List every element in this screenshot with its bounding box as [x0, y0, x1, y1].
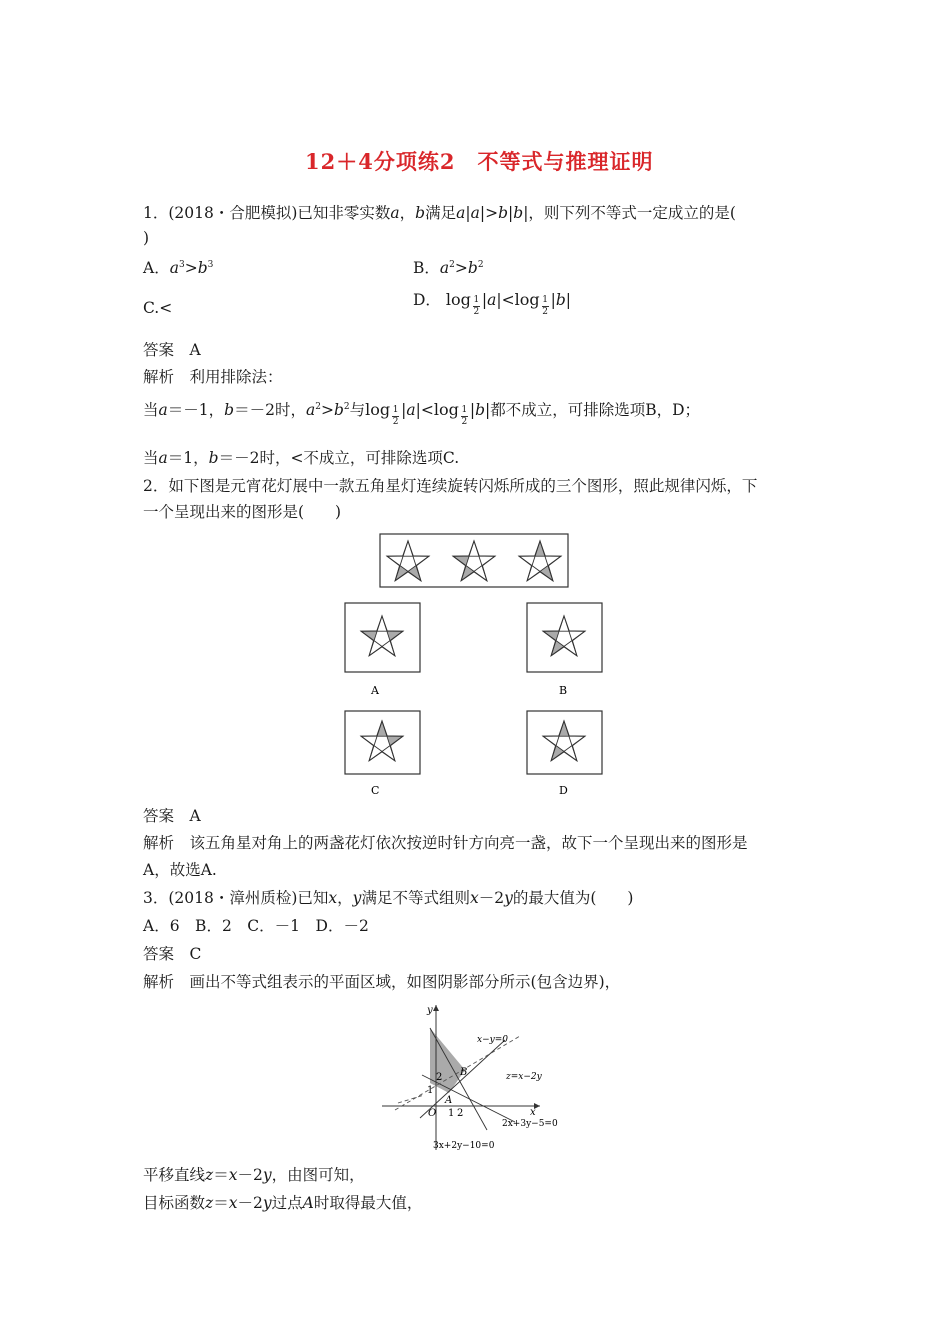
page-title: 12＋4分项练2 不等式与推理证明 [305, 149, 654, 174]
sequence-star-2 [453, 541, 495, 581]
q2-analysis-line1: 解析 该五角星对角上的两盏花灯依次按逆时针方向亮一盏，故下一个呈现出来的图形是 [143, 834, 748, 852]
q2-answer: 答案 A [143, 807, 201, 825]
option-b-star [543, 616, 585, 656]
q3-answer: 答案 C [143, 945, 202, 963]
q3-after-line1: 平移直线z＝x－2y，由图可知， [143, 1166, 365, 1184]
q3-after-line2: 目标函数z＝x－2y过点A时取得最大值， [143, 1194, 423, 1212]
q3-options: A．6 B．2 C．－1 D．－2 [143, 917, 369, 935]
option-c-box [345, 711, 420, 774]
q2-stem-line2: 一个呈现出来的图形是( ) [143, 503, 342, 521]
line1-label: x−y=0 [477, 1035, 508, 1045]
x-tick-1: 1 [448, 1108, 455, 1119]
option-b-box [527, 603, 602, 672]
q1-stem-close: ) [143, 229, 150, 247]
sequence-star-1 [387, 541, 429, 581]
option-d-star [543, 721, 585, 761]
q1-option-a: A．$a^3>b^3$ [143, 259, 214, 277]
x-tick-2: 2 [457, 1108, 464, 1119]
q1-analysis: 解析 利用排除法： [143, 368, 283, 386]
star-figures [340, 530, 610, 805]
y-tick-2: 2 [436, 1072, 443, 1083]
x-axis-label: x [530, 1107, 536, 1118]
q1-option-d: D． log $\frac{1}{2}$ |a|<log $\frac{1}{2}$ |b| [413, 290, 571, 317]
line4-label: 3x+2y−10=0 [433, 1141, 495, 1151]
y-tick-1: 1 [427, 1085, 434, 1096]
option-a-label: A [371, 684, 379, 697]
line3-label: 2x+3y−5=0 [502, 1119, 558, 1129]
option-c-label: C [371, 784, 380, 797]
line-z-dashed [395, 1036, 520, 1110]
q1-analysis-line1: 当a＝－1，b＝－2时，$a^2>b^2$与log $\frac{1}{2}$ |a|<log $\frac{1}{2}$ |b|都不成立，可排除选项B，D； [143, 400, 701, 427]
q3-stem: 3．(2018・漳州质检)已知x，y满足不等式组则x－2y的最大值为( ) [143, 889, 634, 907]
origin-label: O [428, 1108, 437, 1119]
option-a-box [345, 603, 420, 672]
q2-stem-line1: 2．如下图是元宵花灯展中一款五角星灯连续旋转闪烁所成的三个图形，照此规律闪烁，下 [143, 477, 758, 495]
option-c-star [361, 721, 403, 761]
sequence-star-3 [519, 541, 561, 581]
point-b-label: B [460, 1067, 468, 1078]
q1-analysis-line2: 当a＝1，b＝－2时，<不成立，可排除选项C. [143, 449, 460, 467]
option-b-label: B [559, 684, 568, 697]
feasible-region-graph [375, 998, 575, 1158]
q1-stem: 1．(2018・合肥模拟)已知非零实数a，b满足a|a|>b|b|，则下列不等式一定成立的是( [143, 204, 736, 222]
line-z-dashed-2 [398, 1095, 424, 1103]
option-d-label: D [559, 784, 568, 797]
q1-option-b: B．$a^2>b^2$ [413, 259, 484, 277]
q3-analysis: 解析 画出不等式组表示的平面区域，如图阴影部分所示(包含边界)， [143, 973, 621, 991]
point-a-label: A [445, 1095, 453, 1106]
option-d-box [527, 711, 602, 774]
option-a-star [361, 616, 403, 656]
y-axis-label: y [427, 1005, 433, 1016]
q1-answer: 答案 A [143, 341, 201, 359]
q1-option-c: C.< [143, 299, 173, 317]
q2-analysis-line2: A，故选A. [143, 861, 217, 879]
line2-label: z=x−2y [506, 1072, 542, 1082]
